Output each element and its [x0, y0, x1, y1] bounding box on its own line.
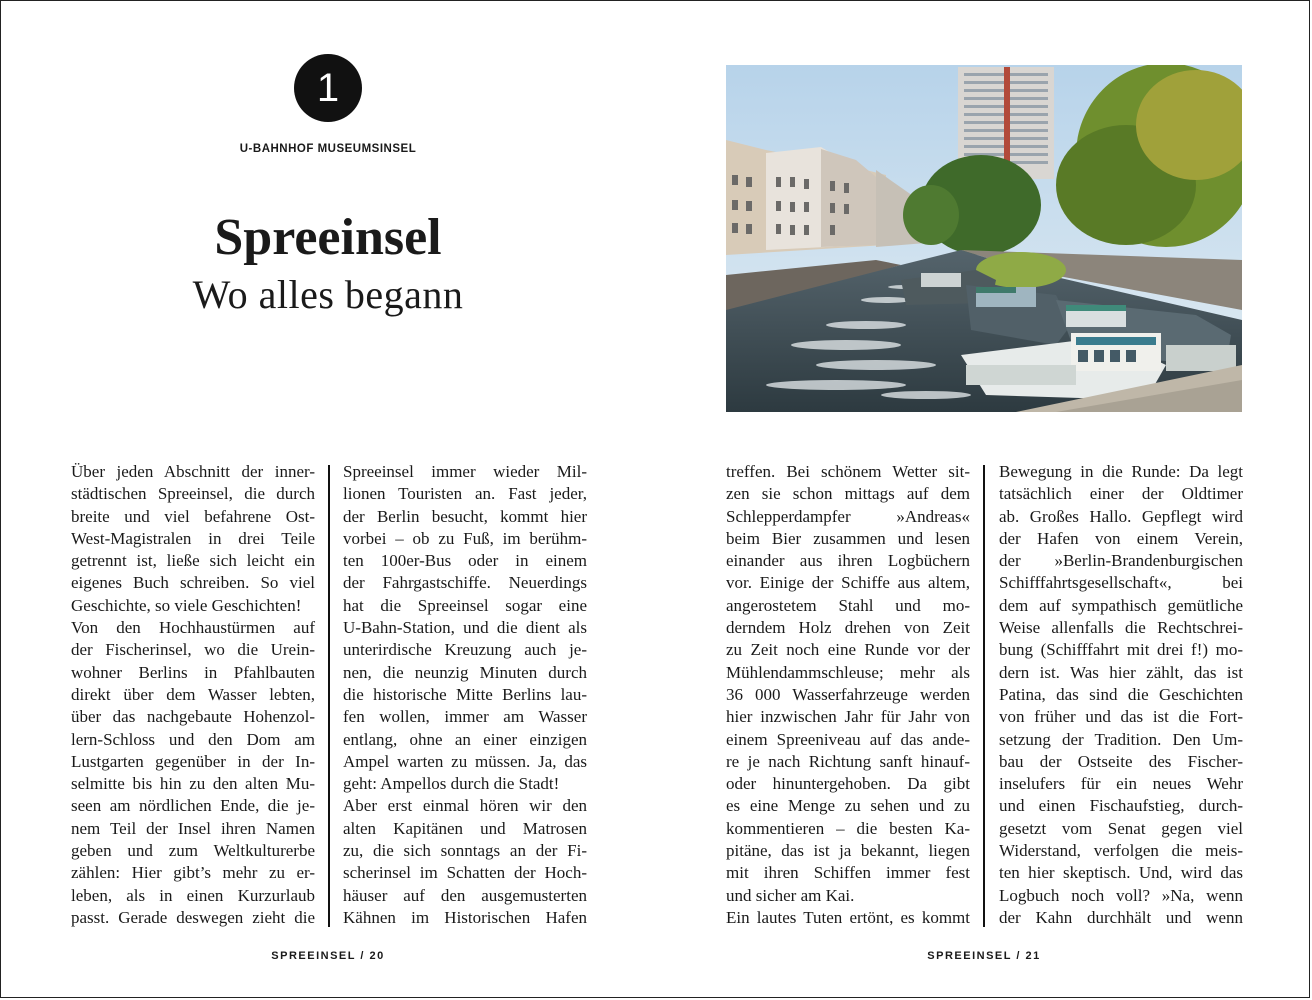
- text-line: Aber erst einmal hören wir den: [343, 796, 587, 816]
- text-line: bung (Schifffahrt mit drei f!) mo-: [999, 640, 1243, 660]
- text-line: geben und zum Weltkulturerbe: [71, 841, 315, 861]
- text-line: lern-Schloss und den Dom am: [71, 729, 315, 749]
- text-line: einem Spreeniveau auf das ande-: [726, 729, 970, 749]
- text-column-3: [726, 461, 970, 929]
- text-line: setzung der Tradition. Den Um-: [999, 729, 1243, 749]
- text-line: bau der Ostseite des Fischer-: [999, 751, 1243, 771]
- right-page: [656, 0, 1312, 1000]
- text-line: einander aus ihren Logbüchern: [726, 551, 970, 571]
- text-line: zen sie schon mittags auf dem: [726, 484, 970, 504]
- text-line: Kähnen im Historischen Hafen: [343, 907, 587, 927]
- text-line: Ein lautes Tuten ertönt, es kommt: [726, 907, 970, 927]
- text-line: es eine Menge zu sehen und zu: [726, 796, 970, 816]
- chapter-number-badge: 1: [294, 54, 362, 122]
- page-subtitle: Wo alles begann: [192, 272, 464, 317]
- text-line: Mühlendammschleuse; mehr als: [726, 662, 970, 682]
- text-line: zu, die sich sonntags an der Fi-: [343, 841, 587, 861]
- text-line: alten Kapitänen und Matrosen: [343, 818, 587, 838]
- text-line: angerostetem Stahl und mo-: [726, 595, 970, 615]
- column-divider: [983, 465, 985, 927]
- text-line: leben, als in einen Kurzurlaub: [71, 885, 315, 905]
- text-line: oder hinuntergehoben. Da gibt: [726, 774, 970, 794]
- text-line: lionen Touristen an. Fast jeder,: [343, 484, 587, 504]
- text-line: hier inzwischen Jahr für Jahr von: [726, 707, 970, 727]
- text-line: West-Magistralen in drei Teile: [71, 528, 315, 548]
- text-line: geht: Ampellos durch die Stadt!: [343, 774, 560, 794]
- text-line: kommentieren – die besten Ka-: [726, 818, 970, 838]
- text-line: nen, die neunzig Minuten durch: [343, 662, 587, 682]
- text-line: Schifffahrtsgesellschaft«, bei: [999, 573, 1243, 593]
- text-line: Widerstand, verfolgen die meis-: [999, 841, 1243, 861]
- text-line: Spreeinsel immer wieder Mil-: [343, 462, 587, 481]
- text-line: ten hier skeptisch. Und, wird das: [999, 863, 1243, 883]
- text-line: Bewegung in die Runde: Da legt: [999, 462, 1243, 481]
- text-line: Schlepperdampfer »Andreas«: [726, 506, 970, 526]
- text-line: entlang, ohne an einer einzigen: [343, 729, 587, 749]
- text-line: inselufers für ein neues Wehr: [999, 774, 1243, 794]
- text-line: U-Bahn-Station, und die dient als: [343, 618, 587, 638]
- text-line: mit ihren Schiffen immer fest: [726, 863, 970, 883]
- text-line: Weise allenfalls die Rechtschrei-: [999, 618, 1243, 638]
- text-line: hat die Spreeinsel sogar eine: [343, 595, 587, 615]
- text-column-2: [343, 461, 587, 929]
- text-line: Patina, das sind die Geschichten: [999, 684, 1243, 704]
- text-line: beim Bier zusammen und lesen: [726, 528, 970, 548]
- text-line: der Berlin besucht, kommt hier: [343, 506, 587, 526]
- text-line: vor. Einige der Schiffe aus altem,: [726, 573, 970, 593]
- text-line: der Kahn durchhält und wenn: [999, 907, 1243, 927]
- text-line: 36 000 Wasserfahrzeuge werden: [726, 684, 970, 704]
- text-line: eigenes Buch schreiben. So viel: [71, 573, 315, 593]
- text-line: Von den Hochhaustürmen auf: [71, 618, 315, 638]
- text-line: breite und viel befahrene Ost-: [71, 506, 315, 526]
- page-folio: SPREEINSEL / 21: [927, 950, 1041, 962]
- text-line: wohner Berlins in Pfahlbauten: [71, 662, 315, 682]
- text-line: ab. Großes Hallo. Gepflegt wird: [999, 506, 1243, 526]
- text-line: pitäne, das ist ja bekannt, liegen: [726, 841, 970, 861]
- page-title: Spreeinsel: [214, 209, 442, 266]
- text-line: dern ist. Was hier zählt, das ist: [999, 662, 1243, 682]
- text-line: der Fahrgastschiffe. Neuerdings: [343, 573, 587, 593]
- text-line: direkt über dem Wasser lebten,: [71, 684, 315, 704]
- text-line: und sicher am Kai.: [726, 885, 855, 905]
- text-line: re je nach Richtung sanft hinauf-: [726, 751, 970, 771]
- text-line: die historische Mitte Berlins lau-: [343, 684, 587, 704]
- text-line: derndem Holz drehen von Zeit: [726, 618, 970, 638]
- station-label: U-BAHNHOF MUSEUMSINSEL: [239, 143, 417, 155]
- text-line: tatsächlich einer der Oldtimer: [999, 484, 1243, 504]
- text-line: getrennt ist, ließe sich leicht ein: [71, 551, 315, 571]
- text-line: der Hafen von einem Verein,: [999, 528, 1243, 548]
- text-line: fen wollen, immer am Wasser: [343, 707, 587, 727]
- text-line: seen am nördlichen Ende, die je-: [71, 796, 315, 816]
- text-line: und einen Fischaufstieg, durch-: [999, 796, 1243, 816]
- text-line: über das nachgebaute Hohenzol-: [71, 707, 315, 727]
- text-line: Geschichte, so viele Geschichten!: [71, 595, 302, 615]
- text-line: unterirdische Kreuzung auch je-: [343, 640, 587, 660]
- page-folio: SPREEINSEL / 20: [271, 950, 385, 962]
- text-line: passt. Gerade deswegen zieht die: [71, 907, 315, 927]
- text-line: Ampel warten zu müssen. Ja, das: [343, 751, 587, 771]
- text-line: Lustgarten gegenüber in der In-: [71, 751, 315, 771]
- text-line: dem auf sympathisch gemütliche: [999, 595, 1243, 615]
- text-line: Logbuch noch voll? »Na, wenn: [999, 885, 1243, 905]
- text-line: gesetzt vom Senat gegen viel: [999, 818, 1243, 838]
- text-line: zu Zeit noch eine Runde vor der: [726, 640, 970, 660]
- text-line: ten 100er-Bus oder in einem: [343, 551, 587, 571]
- text-line: zählen: Hier gibt’s mehr zu er-: [71, 863, 315, 883]
- text-line: der Fischerinsel, wo die Urein-: [71, 640, 315, 660]
- text-line: vorbei – ob zu Fuß, im berühm-: [343, 528, 587, 548]
- text-column-4: [999, 461, 1243, 929]
- text-line: der »Berlin-Brandenburgischen: [999, 551, 1243, 571]
- column-divider: [328, 465, 330, 927]
- text-line: städtischen Spreeinsel, die durch: [71, 484, 315, 504]
- text-line: scherinsel im Schatten der Hoch-: [343, 863, 587, 883]
- text-line: von früher und das ist die Fort-: [999, 707, 1243, 727]
- text-line: häuser auf den ausgemusterten: [343, 885, 587, 905]
- text-column-1: [71, 461, 315, 929]
- text-line: Über jeden Abschnitt der inner-: [71, 462, 315, 481]
- text-line: selmitte bis hin zu den alten Mu-: [71, 774, 315, 794]
- text-line: treffen. Bei schönem Wetter sit-: [726, 462, 970, 481]
- text-line: nem Teil der Insel ihren Namen: [71, 818, 315, 838]
